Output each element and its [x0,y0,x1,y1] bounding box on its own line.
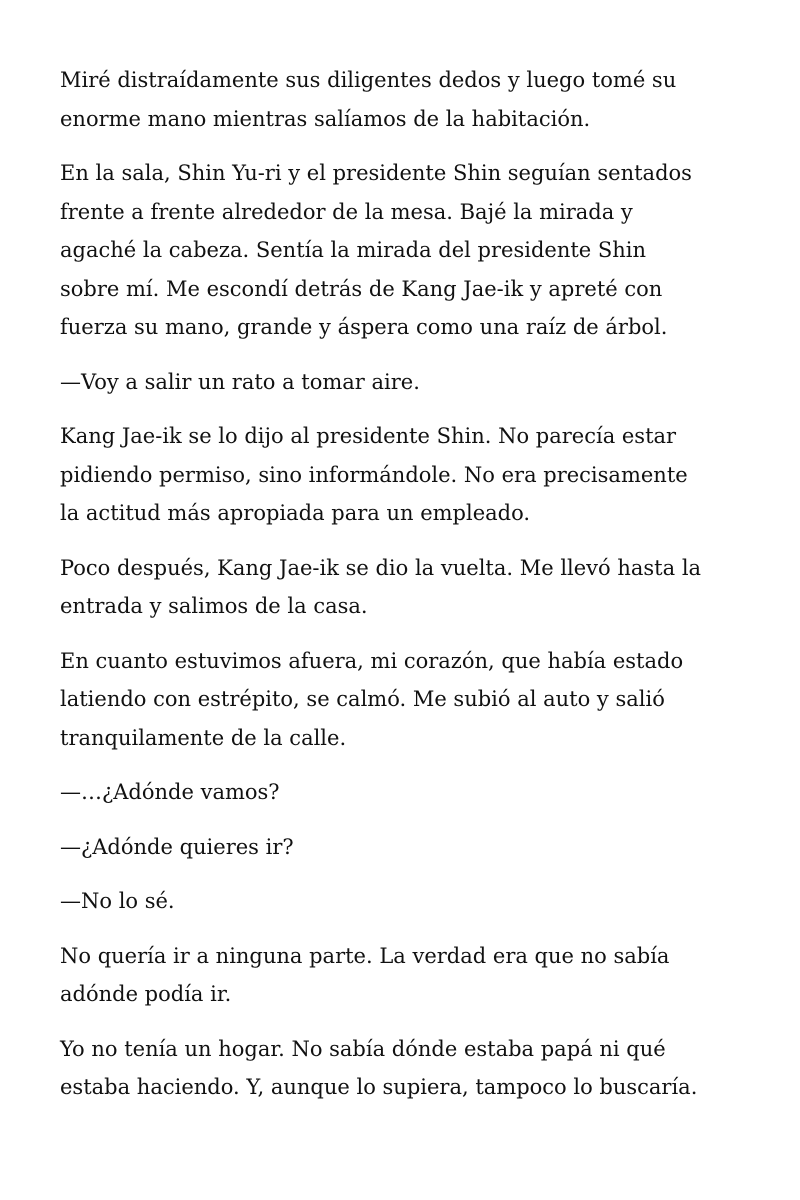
text-line: pidiendo permiso, sino informándole. No era precisamente [60,462,688,487]
text-line: Kang Jae-ik se lo dijo al presidente Shin. No parecía estar [60,424,677,448]
text-line: estaba haciendo. Y, aunque lo supiera, tampoco lo buscaría. [60,1075,698,1099]
text-line: entrada y salimos de la casa. [60,594,368,618]
text-line: enorme mano mientras salíamos de la habitación. [60,106,591,131]
text-line: En cuanto estuvimos afuera, mi corazón, que había estado [60,648,684,673]
text-line: la actitud más apropiada para un empleado. [60,501,531,525]
text-line: agaché la cabeza. Sentía la mirada del presidente Shin [60,238,647,262]
paragraph [60,417,750,533]
text-line: tranquilamente de la calle. [60,725,347,750]
text-line: No quería ir a ninguna parte. La verdad era que no sabía [60,943,670,968]
paragraph [60,549,750,626]
text-line: fuerza su mano, grande y áspera como una raíz de árbol. [60,315,668,339]
text-line: —No lo sé. [60,889,175,913]
dialogue-line [60,828,750,867]
book-page [60,61,750,1123]
paragraph [60,154,750,347]
paragraph [60,61,750,138]
paragraph [60,642,750,758]
text-line: Yo no tenía un hogar. No sabía dónde estaba papá ni qué [60,1036,666,1061]
text-line: adónde podía ir. [60,982,232,1006]
text-line: Poco después, Kang Jae-ik se dio la vuelta. Me llevó hasta la [60,555,702,580]
text-line: frente a frente alrededor de la mesa. Bajé la mirada y [60,199,633,224]
paragraph [60,937,750,1014]
text-line: sobre mí. Me escondí detrás de Kang Jae-ik y apreté con [60,276,663,301]
text-line: —Voy a salir un rato a tomar aire. [60,369,420,394]
paragraph [60,1030,750,1107]
dialogue-line [60,363,750,402]
dialogue-line [60,773,750,812]
text-line: —…¿Adónde vamos? [60,780,280,804]
text-line: En la sala, Shin Yu-ri y el presidente Shin seguían sentados [60,161,692,185]
text-line: latiendo con estrépito, se calmó. Me subió al auto y salió [60,687,665,711]
text-line: —¿Adónde quieres ir? [60,834,294,859]
text-line: Miré distraídamente sus diligentes dedos y luego tomé su [60,68,677,92]
dialogue-line [60,882,750,921]
